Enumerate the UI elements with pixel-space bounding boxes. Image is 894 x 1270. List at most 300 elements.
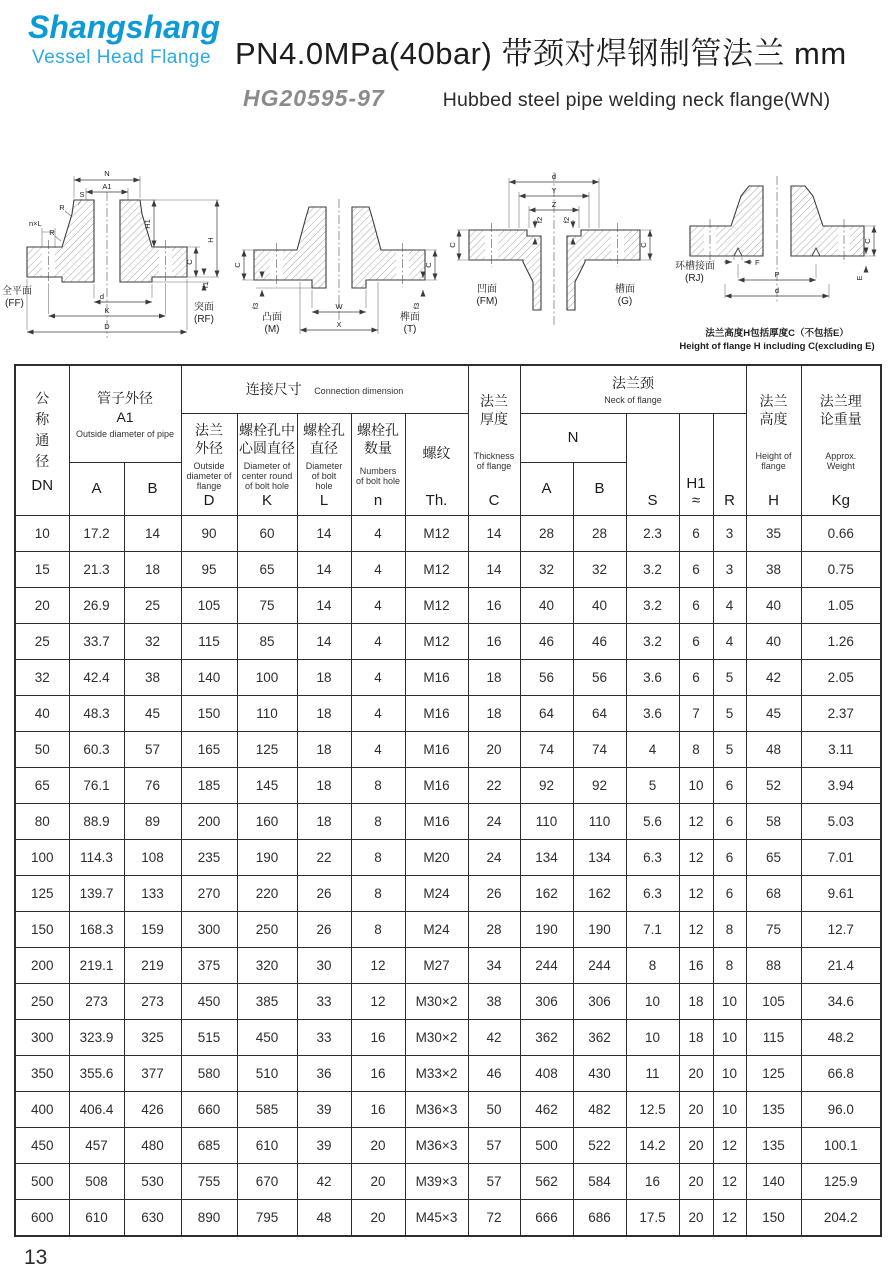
table-cell: 385 <box>237 984 297 1020</box>
face-label-t: 榫面 <box>400 312 420 323</box>
table-cell: 56 <box>573 660 626 696</box>
header-pipe-od <box>69 365 181 463</box>
face-label-rf: 突面 <box>194 302 214 313</box>
table-cell: 14 <box>468 516 520 552</box>
table-cell: 4 <box>351 660 405 696</box>
table-cell: 46 <box>520 624 573 660</box>
face-label-g: 槽面 <box>615 284 635 295</box>
table-cell: 14 <box>297 624 351 660</box>
table-cell: 4 <box>351 624 405 660</box>
table-cell: 74 <box>573 732 626 768</box>
table-cell: 7 <box>679 696 713 732</box>
table-cell: 26.9 <box>69 588 124 624</box>
table-cell: 610 <box>237 1128 297 1164</box>
flange-profile <box>690 176 864 304</box>
table-cell: 10 <box>713 1092 746 1128</box>
table-cell: 5 <box>713 660 746 696</box>
face-label-ff: 全平面 <box>2 286 32 297</box>
table-cell: 18 <box>297 660 351 696</box>
table-cell: 140 <box>746 1164 801 1200</box>
table-cell: 110 <box>573 804 626 840</box>
table-cell: 4 <box>351 696 405 732</box>
header-h1-approx: ≈ <box>691 492 701 509</box>
table-cell: 57 <box>468 1128 520 1164</box>
table-row <box>15 912 881 948</box>
header-l-zh: 螺栓孔直径 <box>303 422 345 457</box>
dim-label-F: F <box>755 258 760 267</box>
pipe-b-letter: B <box>147 480 158 497</box>
table-cell: 17.2 <box>69 516 124 552</box>
table-cell: 2.05 <box>801 660 881 696</box>
table-cell: 12 <box>713 1164 746 1200</box>
dim-label-C-right: C <box>424 262 433 268</box>
dim-label-C-left: C <box>233 262 242 268</box>
table-cell: 250 <box>237 912 297 948</box>
table-cell: 220 <box>237 876 297 912</box>
header-dn <box>15 365 69 516</box>
dim-label-E: E <box>855 275 864 281</box>
flange-section-rj <box>675 164 879 324</box>
table-cell: 162 <box>520 876 573 912</box>
table-cell: 28 <box>468 912 520 948</box>
table-cell: 200 <box>15 948 69 984</box>
table-row <box>15 840 881 876</box>
table-cell: 26 <box>297 912 351 948</box>
table-cell: 7.1 <box>626 912 679 948</box>
table-cell: 20 <box>679 1128 713 1164</box>
table-cell: 8 <box>351 804 405 840</box>
table-cell: 6 <box>713 840 746 876</box>
table-cell: 48 <box>746 732 801 768</box>
table-cell: 26 <box>468 876 520 912</box>
table-cell: 4 <box>351 552 405 588</box>
table-cell: 8 <box>351 912 405 948</box>
table-cell: 46 <box>468 1056 520 1092</box>
table-cell: 45 <box>124 696 181 732</box>
table-cell: 25 <box>124 588 181 624</box>
table-cell: 0.75 <box>801 552 881 588</box>
table-cell: 462 <box>520 1092 573 1128</box>
table-cell: 670 <box>237 1164 297 1200</box>
table-row <box>15 1092 881 1128</box>
face-code-g: (G) <box>617 296 633 307</box>
table-cell: 522 <box>573 1128 626 1164</box>
flange-section-m-t <box>232 162 447 344</box>
table-cell: 4 <box>351 516 405 552</box>
header-th-zh: 螺纹 <box>422 445 451 461</box>
table-cell: 89 <box>124 804 181 840</box>
page-header <box>0 0 894 152</box>
dim-label-d: d <box>99 292 105 301</box>
table-cell: 300 <box>181 912 237 948</box>
table-cell: 4 <box>351 732 405 768</box>
table-row <box>15 588 881 624</box>
table-row <box>15 1164 881 1200</box>
face-code-t: (T) <box>403 324 417 335</box>
table-cell: 40 <box>746 588 801 624</box>
neck-b-letter: B <box>594 480 605 497</box>
table-cell: 110 <box>237 696 297 732</box>
table-cell: 140 <box>181 660 237 696</box>
header-col-s <box>626 414 679 516</box>
table-cell: 114.3 <box>69 840 124 876</box>
table-cell: 105 <box>746 984 801 1020</box>
table-cell: 600 <box>15 1200 69 1237</box>
table-cell: 10 <box>713 1020 746 1056</box>
table-row <box>15 552 881 588</box>
table-cell: 14 <box>124 516 181 552</box>
table-cell: M12 <box>405 624 468 660</box>
neck-a-letter: A <box>541 480 552 497</box>
table-cell: 22 <box>297 840 351 876</box>
table-cell: 3.2 <box>626 552 679 588</box>
table-cell: 300 <box>15 1020 69 1056</box>
table-cell: 76.1 <box>69 768 124 804</box>
header-col-th <box>405 414 468 516</box>
header-h1-letter: H1 <box>686 475 706 492</box>
table-cell: M33×2 <box>405 1056 468 1092</box>
header-pipe-zh: 管子外径 <box>97 389 153 406</box>
dim-label-nxL: n×L <box>29 219 42 228</box>
header-dn-letter: DN <box>31 476 54 494</box>
table-cell: 10 <box>713 1056 746 1092</box>
table-cell: 482 <box>573 1092 626 1128</box>
table-cell: 40 <box>746 624 801 660</box>
header-n-zh: 螺栓孔数量 <box>357 422 399 457</box>
face-code-rf: (RF) <box>194 314 214 325</box>
table-cell: 139.7 <box>69 876 124 912</box>
table-cell: 355.6 <box>69 1056 124 1092</box>
table-cell: 25 <box>15 624 69 660</box>
table-cell: 450 <box>181 984 237 1020</box>
dim-label-H: H <box>206 237 215 243</box>
table-cell: 50 <box>468 1092 520 1128</box>
table-cell: 12.7 <box>801 912 881 948</box>
table-row <box>15 660 881 696</box>
table-cell: 400 <box>15 1092 69 1128</box>
table-cell: 20 <box>351 1200 405 1237</box>
table-cell: 8 <box>713 948 746 984</box>
table-cell: 42.4 <box>69 660 124 696</box>
table-cell: 125.9 <box>801 1164 881 1200</box>
dim-label-C-right: C <box>639 242 648 248</box>
table-cell: 56 <box>520 660 573 696</box>
table-cell: 450 <box>15 1128 69 1164</box>
table-cell: 42 <box>746 660 801 696</box>
header-k-zh: 螺栓孔中心圆直径 <box>238 422 295 457</box>
table-cell: 12 <box>713 1200 746 1237</box>
table-cell: M39×3 <box>405 1164 468 1200</box>
table-cell: 3.11 <box>801 732 881 768</box>
page-title: PN4.0MPa(40bar) 带颈对焊钢制管法兰 mm <box>235 36 847 71</box>
table-cell: M45×3 <box>405 1200 468 1237</box>
table-cell: 890 <box>181 1200 237 1237</box>
table-cell: M16 <box>405 768 468 804</box>
logo-wordmark: Shangshang <box>28 9 221 45</box>
face-labels <box>2 281 214 325</box>
table-cell: 273 <box>124 984 181 1020</box>
header-d-zh: 法兰外径 <box>195 422 223 457</box>
header-n-letter: n <box>373 492 383 509</box>
header-kg-letter: Kg <box>831 492 850 509</box>
header-kg-zh: 法兰理论重量 <box>819 393 862 428</box>
table-cell: 235 <box>181 840 237 876</box>
table-cell: 795 <box>237 1200 297 1237</box>
table-cell: 6 <box>713 804 746 840</box>
table-row <box>15 1056 881 1092</box>
header-l-letter: L <box>319 491 329 509</box>
table-cell: 125 <box>237 732 297 768</box>
table-cell: 18 <box>297 768 351 804</box>
table-cell: 18 <box>468 696 520 732</box>
table-row <box>15 948 881 984</box>
table-cell: 108 <box>124 840 181 876</box>
table-cell: 65 <box>15 768 69 804</box>
table-cell: 48 <box>297 1200 351 1237</box>
table-cell: 685 <box>181 1128 237 1164</box>
dim-label-H1: H1 <box>143 219 152 229</box>
table-cell: 3.6 <box>626 660 679 696</box>
table-cell: 244 <box>573 948 626 984</box>
face-code-fm: (FM) <box>476 296 498 307</box>
table-cell: 38 <box>468 984 520 1020</box>
table-cell: 8 <box>351 876 405 912</box>
table-cell: 39 <box>297 1128 351 1164</box>
table-cell: 6.3 <box>626 876 679 912</box>
table-cell: 362 <box>520 1020 573 1056</box>
table-cell: 20 <box>15 588 69 624</box>
table-cell: 508 <box>69 1164 124 1200</box>
table-cell: 110 <box>520 804 573 840</box>
table-cell: 65 <box>746 840 801 876</box>
table-cell: M30×2 <box>405 984 468 1020</box>
table-cell: 57 <box>124 732 181 768</box>
table-cell: 39 <box>297 1092 351 1128</box>
table-cell: 150 <box>181 696 237 732</box>
table-cell: 26 <box>297 876 351 912</box>
table-cell: 16 <box>351 1020 405 1056</box>
caption-zh: 法兰高度H包括厚度C（不包括E） <box>705 328 849 339</box>
table-row <box>15 696 881 732</box>
table-cell: 12 <box>351 984 405 1020</box>
table-cell: 3 <box>713 516 746 552</box>
table-cell: 1.26 <box>801 624 881 660</box>
table-cell: 64 <box>573 696 626 732</box>
dim-label-f2-right: f2 <box>562 216 571 224</box>
table-cell: 95 <box>181 552 237 588</box>
table-cell: M12 <box>405 516 468 552</box>
table-cell: 72 <box>468 1200 520 1237</box>
table-cell: 8 <box>713 912 746 948</box>
table-cell: M16 <box>405 804 468 840</box>
table-cell: 350 <box>15 1056 69 1092</box>
table-cell: 250 <box>15 984 69 1020</box>
table-cell: 17.5 <box>626 1200 679 1237</box>
table-cell: 96.0 <box>801 1092 881 1128</box>
table-cell: 115 <box>746 1020 801 1056</box>
table-cell: 168.3 <box>69 912 124 948</box>
table-cell: 60 <box>237 516 297 552</box>
drawing-caption <box>662 328 892 354</box>
table-cell: 42 <box>468 1020 520 1056</box>
table-cell: M16 <box>405 696 468 732</box>
header-neck-a <box>520 463 573 516</box>
dim-label-K: K <box>104 306 110 315</box>
table-cell: 16 <box>468 624 520 660</box>
table-cell: 6 <box>679 588 713 624</box>
table-cell: M24 <box>405 912 468 948</box>
table-cell: 6 <box>679 624 713 660</box>
table-cell: 18 <box>679 984 713 1020</box>
table-cell: 100.1 <box>801 1128 881 1164</box>
header-s-letter: S <box>647 492 658 509</box>
table-row <box>15 804 881 840</box>
table-cell: 92 <box>520 768 573 804</box>
header-h-zh: 法兰高度 <box>759 393 788 428</box>
table-cell: 90 <box>181 516 237 552</box>
table-cell: 40 <box>520 588 573 624</box>
table-cell: 4 <box>626 732 679 768</box>
table-cell: 5.03 <box>801 804 881 840</box>
table-cell: 12 <box>351 948 405 984</box>
table-row <box>15 624 881 660</box>
table-cell: 584 <box>573 1164 626 1200</box>
table-cell: 20 <box>679 1200 713 1237</box>
table-cell: 6 <box>679 516 713 552</box>
header-conn-zh: 连接尺寸 <box>245 381 302 397</box>
table-cell: 190 <box>573 912 626 948</box>
table-cell: 21.3 <box>69 552 124 588</box>
table-cell: 8 <box>626 948 679 984</box>
subtitle-english: Hubbed steel pipe welding neck flange(WN) <box>442 89 831 111</box>
table-cell: 2.37 <box>801 696 881 732</box>
table-row <box>15 1128 881 1164</box>
dim-label-X: X <box>336 320 342 329</box>
table-cell: 92 <box>573 768 626 804</box>
dim-label-C: C <box>185 259 194 265</box>
table-cell: 8 <box>679 732 713 768</box>
table-cell: 562 <box>520 1164 573 1200</box>
header-r-letter: R <box>724 492 735 509</box>
table-header <box>15 365 881 516</box>
table-cell: 45 <box>746 696 801 732</box>
table-cell: 325 <box>124 1020 181 1056</box>
dim-label-R1: R <box>59 203 65 212</box>
table-cell: M24 <box>405 876 468 912</box>
table-cell: 34 <box>468 948 520 984</box>
face-labels <box>675 259 715 284</box>
table-row <box>15 984 881 1020</box>
drawing-rj <box>662 164 892 364</box>
dim-label-C: C <box>863 238 872 244</box>
dim-label-S: S <box>79 190 85 199</box>
table-cell: 190 <box>237 840 297 876</box>
header-dn-zh: 公称通径 <box>35 389 50 469</box>
table-cell: 115 <box>181 624 237 660</box>
table-cell: 6 <box>679 552 713 588</box>
table-cell: 60.3 <box>69 732 124 768</box>
dim-label-D: D <box>104 322 110 331</box>
table-cell: 85 <box>237 624 297 660</box>
table-cell: 666 <box>520 1200 573 1237</box>
table-cell: M16 <box>405 660 468 696</box>
header-neck-n-label: N <box>567 429 579 446</box>
table-cell: 28 <box>573 516 626 552</box>
table-cell: 68 <box>746 876 801 912</box>
dim-label-A1: A1 <box>102 182 112 191</box>
table-cell: 18 <box>124 552 181 588</box>
dim-label-f3-right: f3 <box>412 302 421 310</box>
dim-label-f2-left: f2 <box>535 216 544 224</box>
table-cell: M20 <box>405 840 468 876</box>
table-cell: 630 <box>124 1200 181 1237</box>
table-cell: 14 <box>297 588 351 624</box>
face-code-ff: (FF) <box>5 298 24 309</box>
table-cell: 3.2 <box>626 588 679 624</box>
table-cell: 64 <box>520 696 573 732</box>
header-pipe-b <box>124 463 181 516</box>
table-cell: 14 <box>297 516 351 552</box>
table-cell: 530 <box>124 1164 181 1200</box>
table-cell: 28 <box>520 516 573 552</box>
table-cell: 457 <box>69 1128 124 1164</box>
header-neck <box>520 365 746 414</box>
table-cell: 755 <box>181 1164 237 1200</box>
header-c-letter: C <box>488 492 500 509</box>
table-row <box>15 516 881 552</box>
table-cell: 20 <box>351 1164 405 1200</box>
table-cell: 3.2 <box>626 624 679 660</box>
table-cell: 12 <box>679 876 713 912</box>
table-cell: 450 <box>237 1020 297 1056</box>
table-cell: 40 <box>573 588 626 624</box>
table-cell: 406.4 <box>69 1092 124 1128</box>
table-cell: 48.3 <box>69 696 124 732</box>
dim-label-f3-left: f3 <box>251 302 260 310</box>
drawing-ff-rf <box>2 152 232 364</box>
table-cell: M12 <box>405 588 468 624</box>
table-cell: 377 <box>124 1056 181 1092</box>
table-cell: M16 <box>405 732 468 768</box>
table-row <box>15 768 881 804</box>
header-col-h1 <box>679 414 713 516</box>
table-cell: 35 <box>746 516 801 552</box>
table-cell: 134 <box>520 840 573 876</box>
table-cell: 88 <box>746 948 801 984</box>
header-neck-zh: 法兰颈 <box>612 375 655 392</box>
subtitle-row <box>235 85 894 112</box>
header-neck-n <box>520 414 626 463</box>
pipe-a-letter: A <box>91 480 102 497</box>
table-cell: 510 <box>237 1056 297 1092</box>
table-cell: 8 <box>351 840 405 876</box>
table-cell: 24 <box>468 840 520 876</box>
table-cell: 125 <box>746 1056 801 1092</box>
logo-tagline: Vessel Head Flange <box>32 47 212 69</box>
header-col-d <box>181 414 237 516</box>
table-cell: 135 <box>746 1092 801 1128</box>
face-code-m: (M) <box>264 324 280 335</box>
table-cell: 375 <box>181 948 237 984</box>
header-neck-b <box>573 463 626 516</box>
table-row <box>15 1200 881 1237</box>
table-cell: 18 <box>297 696 351 732</box>
table-cell: 10 <box>713 984 746 1020</box>
table-cell: 133 <box>124 876 181 912</box>
dim-label-N: N <box>104 169 110 178</box>
header-h-en: Height of flange <box>755 451 792 472</box>
table-cell: 20 <box>679 1092 713 1128</box>
